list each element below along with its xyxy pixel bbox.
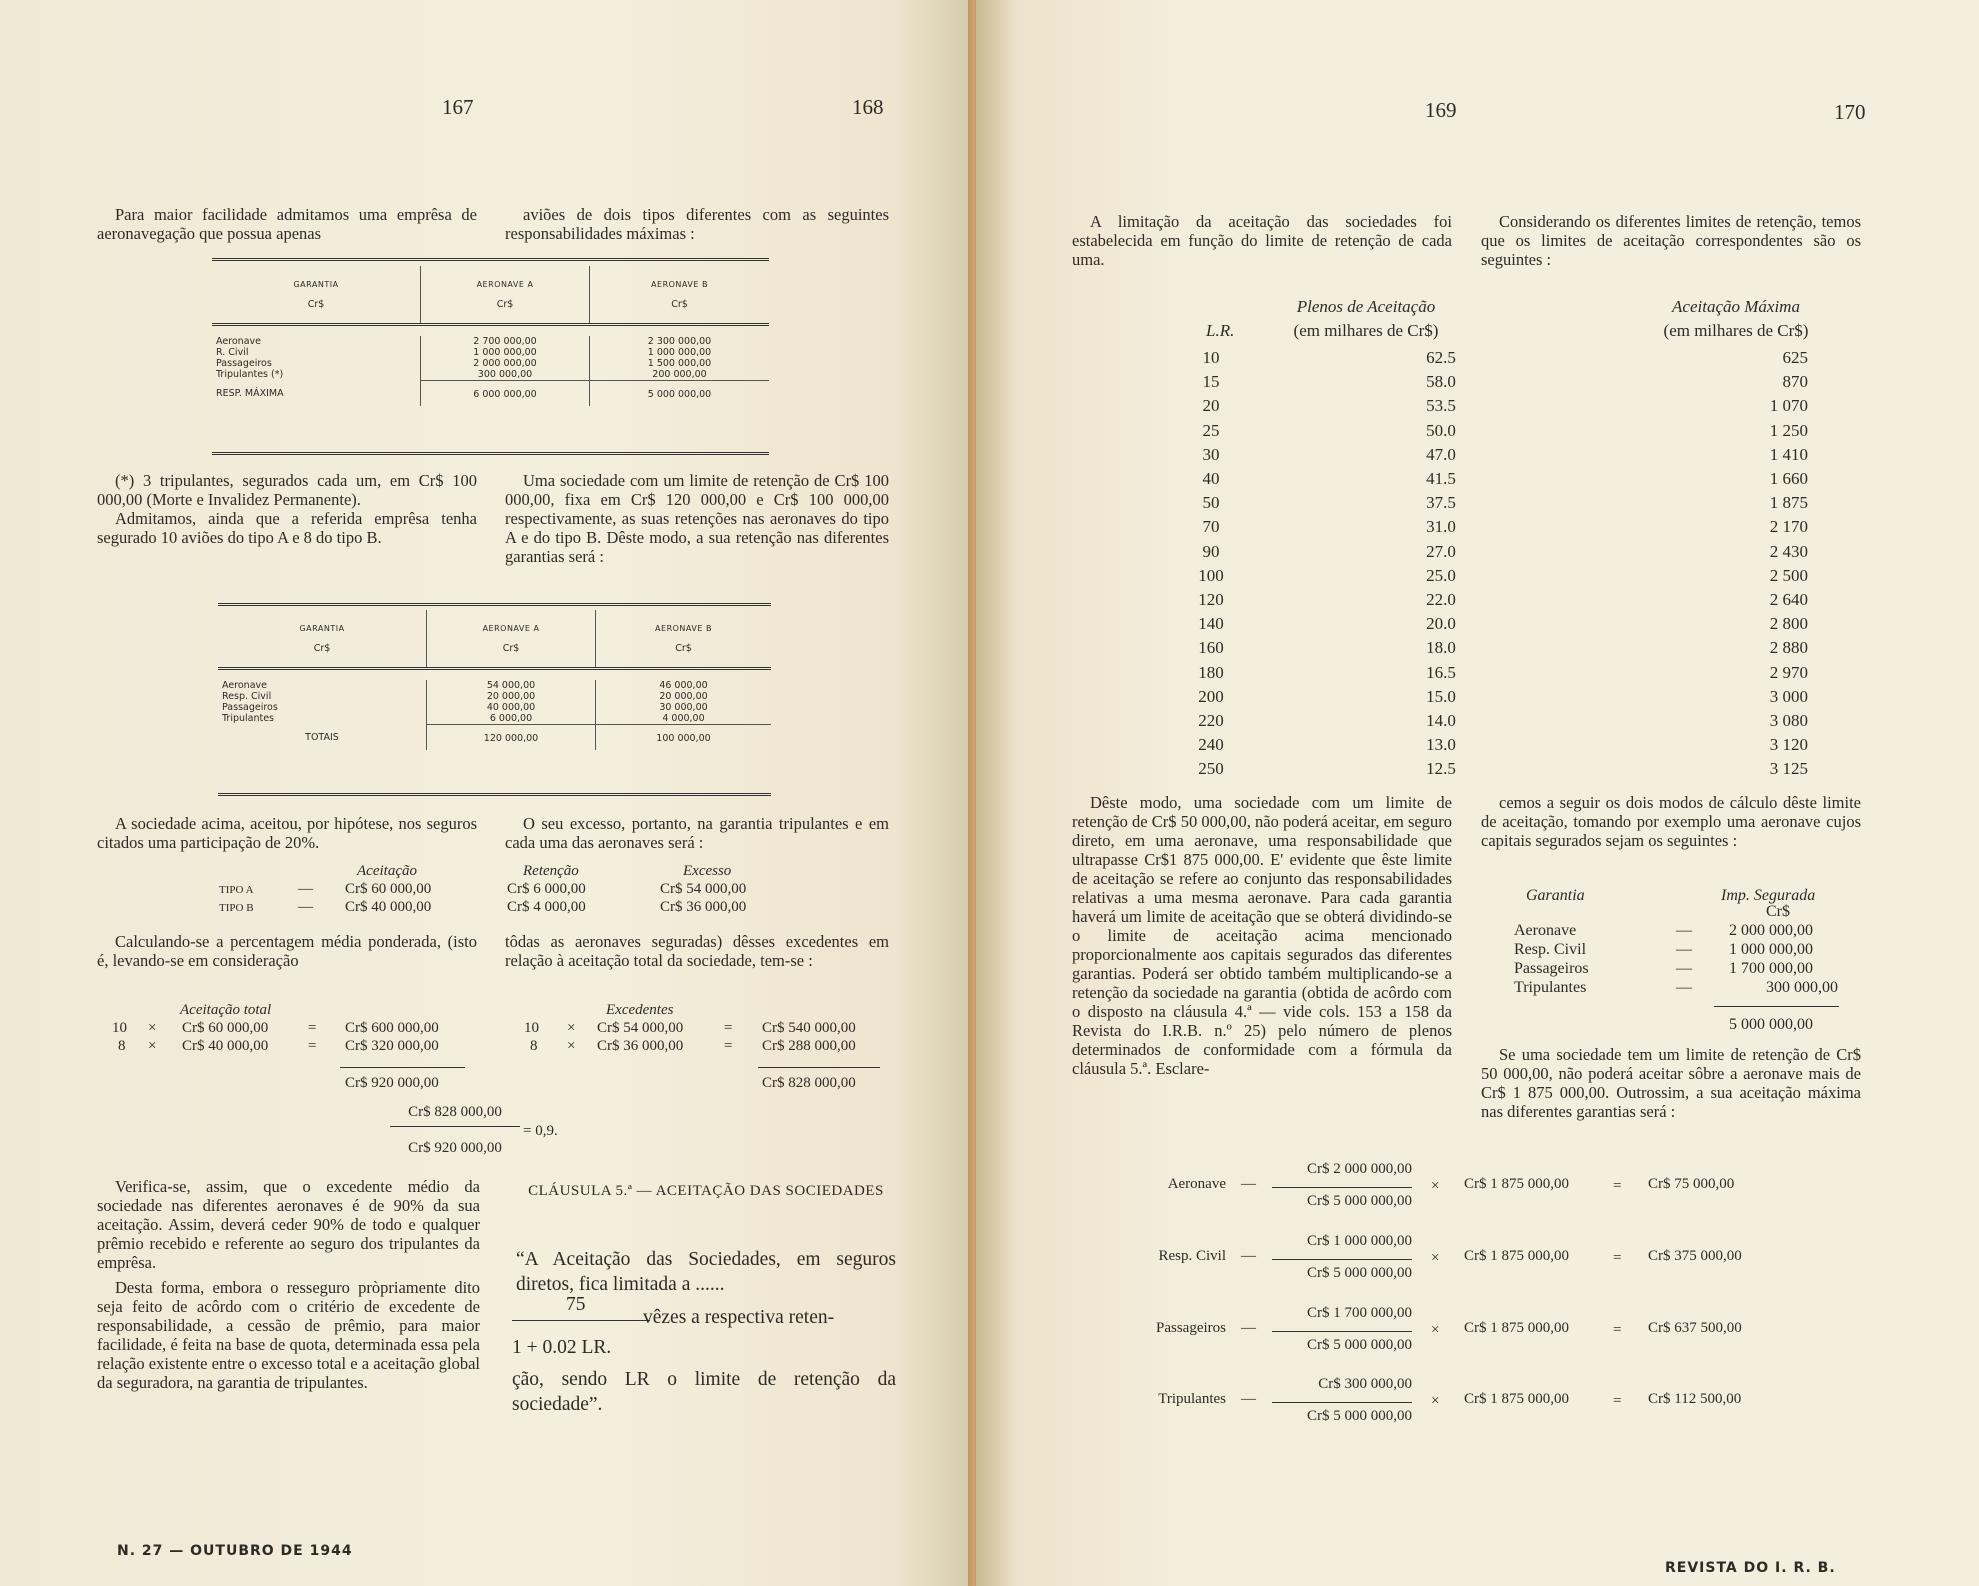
- gar-total-rule: [1714, 1006, 1839, 1007]
- formula-result: Cr$ 112 500,00: [1648, 1391, 1742, 1407]
- footnote-tripulantes: [97, 471, 477, 547]
- plenos-cell: 53.5: [1426, 396, 1456, 416]
- gar-dash: —: [1676, 979, 1692, 996]
- formula-dash: —: [1241, 1176, 1256, 1192]
- table1-value-a: 1 000 000,00: [421, 347, 590, 358]
- formula-times: ×: [1431, 1393, 1440, 1409]
- table1-label: Aeronave: [212, 336, 421, 347]
- table2-total-label: TOTAIS: [218, 724, 427, 750]
- header-lr: L.R.: [1206, 321, 1235, 340]
- table1-total-b: 5 000 000,00: [590, 380, 770, 406]
- lr-cell: 250: [1198, 759, 1224, 779]
- header-imp-unit: Cr$: [1766, 903, 1790, 920]
- frac-line: [390, 1126, 520, 1127]
- left-page: [0, 0, 972, 1586]
- table1-header-aeronave-a: AERONAVE A: [476, 280, 534, 289]
- table1-total-label: RESP. MÁXIMA: [212, 380, 421, 406]
- tipo-b-label: TIPO B: [219, 902, 254, 914]
- plenos-cell: 31.0: [1426, 517, 1456, 537]
- plenos-cell: 12.5: [1426, 759, 1456, 779]
- max-cell: 1 070: [1769, 396, 1808, 416]
- table-row: [1166, 709, 1846, 733]
- table-row: [1166, 636, 1846, 660]
- formula-multiplier: Cr$ 1 875 000,00: [1464, 1248, 1569, 1264]
- page-number-170: 170: [1834, 100, 1866, 124]
- max-cell: 1 875: [1769, 493, 1808, 513]
- formula-label: Tripulantes: [1158, 1391, 1226, 1407]
- formula-equals: =: [1613, 1322, 1622, 1338]
- header-retencao: Retenção: [523, 863, 579, 879]
- gar-total: 5 000 000,00: [1729, 1016, 1813, 1033]
- header-garantia: Garantia: [1526, 887, 1585, 904]
- right-page: [976, 0, 1979, 1586]
- paragraph-sociedade-aceitou: A sociedade acima, aceitou, por hipótese, nos seguros citados uma participação de 20%.: [97, 814, 477, 852]
- paragraph-deste-modo: Dêste modo, uma sociedade com um limite de retenção de Cr$ 50 000,00, não poderá aceitar, em seguro direto, em uma aeronave, uma responsabilidade que ultrapasse Cr$1 875 000,00. E' evidente que êste limite de aceitação se refere ao conjunto das responsabilidades relativas a uma mesma aeronave. Para cada garantia haverá um limite de aceitação que se obterá dividindo-se o limite de aceitação acima mencionado proporcionalmente aos capitais segurados das diferentes garantias. Poderá ser obtido também multiplicando-se a retenção da sociedade na garantia (obtida de acôrdo com o disposto na cláusula 4.ª — vide cols. 153 a 158 da Revista do I.R.B. n.º 25) pelo número de plenos determinados de conformidade com a fórmula da cláusula 5.ª. Esclare-: [1072, 793, 1452, 1078]
- table1-value-a: 2 000 000,00: [421, 358, 590, 369]
- paragraph-se-uma-sociedade: Se uma sociedade tem um limite de retenção de Cr$ 50 000,00, não poderá aceitar sôbre a aeronave mais de Cr$ 1 875 000,00. Outrossim, a sua aceitação máxima nas diferentes garantias será :: [1481, 1045, 1861, 1121]
- max-cell: 625: [1782, 348, 1808, 367]
- formula-dash: —: [1241, 1248, 1256, 1264]
- frac-result: = 0,9.: [523, 1123, 558, 1139]
- max-cell: 2 880: [1769, 638, 1808, 658]
- gar-label: Tripulantes: [1514, 979, 1587, 996]
- table-row: [1166, 491, 1846, 515]
- formula-fraction-line: [1272, 1402, 1412, 1403]
- gar-value: 1 000 000,00: [1729, 941, 1813, 958]
- plenos-cell: 27.0: [1426, 541, 1456, 561]
- formula-fraction-line: [1272, 1331, 1412, 1332]
- formula-times: ×: [1431, 1322, 1440, 1338]
- calc-total-1: Cr$ 920 000,00: [345, 1075, 439, 1091]
- calc-n1: 10: [112, 1020, 127, 1036]
- page-number-167: 167: [442, 95, 474, 119]
- max-cell: 3 125: [1769, 759, 1808, 779]
- lr-cell: 90: [1202, 541, 1220, 561]
- gar-label: Aeronave: [1514, 922, 1577, 939]
- plenos-cell: 18.0: [1426, 638, 1456, 658]
- table1-value-b: 2 300 000,00: [647, 335, 712, 347]
- table2-header-garantia: GARANTIA: [299, 624, 345, 633]
- plenos-cell: 25.0: [1426, 565, 1456, 585]
- paragraph-desta-forma: Desta forma, embora o resseguro pròpriamente dito seja feito de acôrdo com o critério de excedente de responsabilidade, a cessão de prêmio, para maior facilidade, é feita na base de quota, determinada essa pela relação existente entre o excesso total e a aceitação global da seguradora, na garantia de tripulantes.: [97, 1278, 480, 1392]
- plenos-cell: 37.5: [1426, 493, 1456, 513]
- table-row: [218, 691, 771, 702]
- calc-eq1: =: [308, 1020, 317, 1036]
- frac-bottom: Cr$ 920 000,00: [408, 1140, 502, 1156]
- calc-v1: Cr$ 60 000,00: [182, 1020, 269, 1036]
- calc-total-2: Cr$ 828 000,00: [762, 1075, 856, 1091]
- header-plenos: Plenos de Aceitação: [1296, 297, 1436, 316]
- table-row: [218, 702, 771, 713]
- table2-header-aeronave-a: AERONAVE A: [482, 624, 540, 633]
- paragraph-admitamos: Admitamos, ainda que a referida emprêsa tenha segurado 10 aviões do tipo A e 8 do tipo B.: [97, 509, 477, 547]
- calc-eq2-1: =: [724, 1020, 733, 1036]
- tipo-a-retencao: Cr$ 6 000,00: [507, 881, 586, 897]
- formula-numerator: Cr$ 2 000 000,00: [1307, 1161, 1412, 1177]
- max-cell: 3 080: [1769, 711, 1808, 731]
- table2-value-a: 20 000,00: [427, 691, 596, 702]
- max-cell: 2 170: [1769, 517, 1808, 537]
- formula-equals: =: [1613, 1178, 1622, 1194]
- table1-unit-3: Cr$: [671, 299, 688, 310]
- gar-value: 2 000 000,00: [1729, 922, 1813, 939]
- formula-result: Cr$ 375 000,00: [1648, 1248, 1742, 1264]
- table-row: [212, 358, 769, 369]
- clause-title: CLÁUSULA 5.ª — ACEITAÇÃO DAS SOCIEDADES: [528, 1183, 884, 1199]
- formula-numerator: Cr$ 1 000 000,00: [1307, 1233, 1412, 1249]
- formula-denominator: Cr$ 5 000 000,00: [1307, 1408, 1412, 1424]
- table-row: [218, 713, 771, 725]
- table2-unit-1: Cr$: [313, 643, 331, 654]
- calc-rule-1: [340, 1067, 465, 1068]
- paragraph-todas-aeronaves: tôdas as aeronaves seguradas) dêsses excedentes em relação à aceitação total da sociedade, tem-se :: [505, 932, 889, 970]
- calc-eq2-2: =: [724, 1038, 733, 1054]
- table-row: [212, 336, 769, 347]
- tipo-a-dash: —: [298, 881, 313, 897]
- lr-cell: 15: [1202, 372, 1220, 392]
- formula-denominator: Cr$ 5 000 000,00: [1307, 1193, 1412, 1209]
- table1-value-b: 1 500 000,00: [647, 357, 712, 369]
- max-cell: 870: [1782, 372, 1808, 392]
- table2-label: Passageiros: [218, 702, 427, 713]
- formula-multiplier: Cr$ 1 875 000,00: [1464, 1391, 1569, 1407]
- calc-x1b: ×: [148, 1038, 157, 1054]
- table-row: [1166, 540, 1846, 564]
- paragraph-esclarecemos: cemos a seguir os dois modos de cálculo dêste limite de aceitação, tomando por exemplo uma aeronave cujos capitais segurados sejam os seguintes :: [1481, 793, 1861, 850]
- table1-value-a: 300 000,00: [421, 369, 590, 381]
- table-row: [1166, 757, 1846, 781]
- table1-label: R. Civil: [212, 347, 421, 358]
- clause-tail: vêzes a respectiva reten-: [643, 1307, 835, 1328]
- table1-header-aeronave-b: AERONAVE B: [651, 280, 708, 289]
- plenos-cell: 22.0: [1426, 590, 1456, 610]
- table-row: [1166, 443, 1846, 467]
- formula-fraction-line: [1272, 1259, 1412, 1260]
- calc-rule-2: [758, 1067, 880, 1068]
- table-row: [1166, 370, 1846, 394]
- max-cell: 1 250: [1769, 420, 1808, 440]
- table2-value-b: 46 000,00: [659, 679, 708, 691]
- table2-total-b: 100 000,00: [596, 724, 772, 750]
- gar-value: 1 700 000,00: [1729, 960, 1813, 977]
- gar-dash: —: [1676, 960, 1692, 977]
- header-excedentes: Excedentes: [606, 1002, 674, 1018]
- page-number-168: 168: [852, 95, 884, 119]
- table1-top-rule: [212, 258, 769, 261]
- table-row: [212, 380, 769, 406]
- formula-denominator: Cr$ 5 000 000,00: [1307, 1337, 1412, 1353]
- tipo-b-excesso: Cr$ 36 000,00: [660, 899, 747, 915]
- table-row: [1166, 733, 1846, 757]
- plenos-cell: 58.0: [1426, 372, 1456, 392]
- paragraph-verifica: Verifica-se, assim, que o excedente médio da sociedade nas diferentes aeronaves é de 90% da sua aceitação. Assim, deverá ceder 90% de todo e qualquer prêmio recebido e referente ao seguro dos tripulantes da emprêsa.: [97, 1177, 480, 1272]
- lr-cell: 10: [1202, 348, 1220, 367]
- tipo-b-aceitacao: Cr$ 40 000,00: [345, 899, 432, 915]
- table2-unit-2: Cr$: [502, 643, 520, 654]
- plenos-cell: 16.5: [1426, 662, 1456, 682]
- calc-x1: ×: [148, 1020, 157, 1036]
- calc-n2-1: 10: [524, 1020, 539, 1036]
- plenos-cell: 13.0: [1426, 735, 1456, 755]
- table1-label: Tripulantes (*): [212, 369, 421, 381]
- lr-cell: 180: [1198, 662, 1224, 682]
- calc-v2-2: Cr$ 36 000,00: [597, 1038, 684, 1054]
- header-excesso: Excesso: [683, 863, 732, 879]
- calc-r1b: Cr$ 320 000,00: [345, 1038, 439, 1054]
- table-row: [1166, 612, 1846, 636]
- table-row: [1166, 661, 1846, 685]
- plenos-cell: 20.0: [1426, 614, 1456, 634]
- table-row: [218, 724, 771, 750]
- tipo-a-aceitacao: Cr$ 60 000,00: [345, 881, 432, 897]
- header-aceitacao-maxima: Aceitação Máxima: [1672, 297, 1800, 316]
- gar-dash: —: [1676, 922, 1692, 939]
- table2-total-a: 120 000,00: [427, 724, 596, 750]
- lr-cell: 70: [1202, 517, 1220, 537]
- table-row: [1166, 685, 1846, 709]
- table2-label: Resp. Civil: [218, 691, 427, 702]
- formula-numerator: Cr$ 300 000,00: [1318, 1376, 1412, 1392]
- table-row: [1166, 394, 1846, 418]
- tipo-a-label: TIPO A: [219, 884, 254, 896]
- table-row: [1166, 588, 1846, 612]
- max-cell: 2 640: [1769, 590, 1808, 610]
- retention-table-2: [218, 610, 771, 750]
- table-row: [1166, 346, 1846, 370]
- table2-value-a: 6 000,00: [427, 713, 596, 725]
- max-cell: 3 120: [1769, 735, 1808, 755]
- intro-paragraph-col1: Para maior facilidade admitamos uma emprêsa de aeronavegação que possua apenas: [97, 205, 477, 243]
- header-aceitacao: Aceitação: [357, 863, 417, 879]
- plenos-cell: 41.5: [1426, 469, 1456, 489]
- gar-label: Passageiros: [1514, 960, 1589, 977]
- table2-top-rule: [218, 603, 771, 606]
- formula-label: Aeronave: [1167, 1176, 1226, 1192]
- formula-dash: —: [1241, 1320, 1256, 1336]
- table2-value-b: 30 000,00: [659, 701, 708, 713]
- formula-denominator: Cr$ 5 000 000,00: [1307, 1265, 1412, 1281]
- table1-total-a: 6 000 000,00: [421, 380, 590, 406]
- table2-value-b: 4 000,00: [662, 712, 705, 724]
- max-cell: 3 000: [1769, 686, 1808, 706]
- frac-top: Cr$ 828 000,00: [408, 1104, 502, 1120]
- formula-multiplier: Cr$ 1 875 000,00: [1464, 1320, 1569, 1336]
- lr-cell: 120: [1198, 590, 1224, 610]
- table2-value-b: 20 000,00: [659, 690, 708, 702]
- tipo-b-dash: —: [298, 899, 313, 915]
- max-cell: 1 410: [1769, 444, 1808, 464]
- table1-unit-1: Cr$: [307, 299, 325, 310]
- table-row: [212, 347, 769, 358]
- header-aceitacao-total: Aceitação total: [180, 1002, 272, 1018]
- plenos-cell: 50.0: [1426, 420, 1456, 440]
- gar-dash: —: [1676, 941, 1692, 958]
- table2-label: Tripulantes: [218, 713, 427, 725]
- lr-cell: 160: [1198, 638, 1224, 658]
- plenos-cell: 14.0: [1426, 711, 1456, 731]
- calc-v1b: Cr$ 40 000,00: [182, 1038, 269, 1054]
- formula-equals: =: [1613, 1393, 1622, 1409]
- formula-times: ×: [1431, 1178, 1440, 1194]
- clause-numerator: 75: [566, 1294, 586, 1315]
- max-cell: 2 800: [1769, 614, 1808, 634]
- lr-cell: 220: [1198, 711, 1224, 731]
- calc-r2-1: Cr$ 540 000,00: [762, 1020, 856, 1036]
- lr-cell: 50: [1202, 493, 1220, 513]
- responsibility-table-1: [212, 266, 769, 406]
- calc-v2-1: Cr$ 54 000,00: [597, 1020, 684, 1036]
- gar-label: Resp. Civil: [1514, 941, 1587, 958]
- footer-journal: REVISTA DO I. R. B.: [1665, 1560, 1836, 1576]
- clause-text-1: “A Aceitação das Sociedades, em seguros diretos, fica limitada a ......: [516, 1249, 896, 1295]
- table1-header-garantia: GARANTIA: [293, 280, 339, 289]
- calc-n1b: 8: [118, 1038, 126, 1054]
- paragraph-calculando: Calculando-se a percentagem média ponderada, (isto é, levando-se em consideração: [97, 932, 477, 970]
- calc-r1: Cr$ 600 000,00: [345, 1020, 439, 1036]
- tipo-a-excesso: Cr$ 54 000,00: [660, 881, 747, 897]
- table2-value-a: 54 000,00: [427, 680, 596, 691]
- table-row: [218, 680, 771, 691]
- formula-result: Cr$ 637 500,00: [1648, 1320, 1742, 1336]
- intro-paragraph-right-col2: Considerando os diferentes limites de retenção, temos que os limites de aceitação correspondentes são os seguintes :: [1481, 212, 1861, 269]
- calc-x2-2: ×: [567, 1038, 576, 1054]
- acceptance-limit-table: [1166, 346, 1846, 782]
- table1-unit-2: Cr$: [496, 299, 514, 310]
- max-cell: 2 970: [1769, 662, 1808, 682]
- plenos-cell: 47.0: [1426, 444, 1456, 464]
- tipo-b-retencao: Cr$ 4 000,00: [507, 899, 586, 915]
- formula-label: Passageiros: [1156, 1320, 1226, 1336]
- table-row: [212, 369, 769, 381]
- formula-fraction-line: [1272, 1187, 1412, 1188]
- table-row: [1166, 419, 1846, 443]
- clause-denominator: 1 + 0.02 LR.: [512, 1337, 612, 1358]
- formula-result: Cr$ 75 000,00: [1648, 1176, 1735, 1192]
- column-verifica: [97, 1177, 480, 1392]
- table-row: [1166, 564, 1846, 588]
- lr-cell: 240: [1198, 735, 1224, 755]
- table-row: [1166, 515, 1846, 539]
- calc-eq1b: =: [308, 1038, 317, 1054]
- table-row: [1166, 467, 1846, 491]
- formula-multiplier: Cr$ 1 875 000,00: [1464, 1176, 1569, 1192]
- table1-bottom-rule: [212, 452, 769, 455]
- paragraph-excesso: O seu excesso, portanto, na garantia tripulantes e em cada uma das aeronaves será :: [505, 814, 889, 852]
- intro-paragraph-col2: aviões de dois tipos diferentes com as seguintes responsabilidades máximas :: [505, 205, 889, 243]
- table2-header-aeronave-b: AERONAVE B: [655, 624, 712, 633]
- max-cell: 1 660: [1769, 469, 1808, 489]
- lr-cell: 30: [1202, 444, 1220, 464]
- table1-value-b: 1 000 000,00: [647, 346, 712, 358]
- plenos-cell: 62.5: [1426, 348, 1456, 367]
- calc-n2-2: 8: [530, 1038, 538, 1054]
- lr-cell: 100: [1198, 565, 1224, 585]
- footer-issue: N. 27 — OUTUBRO DE 1944: [117, 1543, 353, 1559]
- lr-cell: 25: [1202, 420, 1220, 440]
- table2-label: Aeronave: [218, 680, 427, 691]
- formula-times: ×: [1431, 1250, 1440, 1266]
- page-number-169: 169: [1425, 98, 1457, 122]
- formula-numerator: Cr$ 1 700 000,00: [1307, 1305, 1412, 1321]
- gar-value: 300 000,00: [1766, 979, 1838, 996]
- header-aceitacao-maxima-sub: (em milhares de Cr$): [1663, 321, 1809, 340]
- header-plenos-sub: (em milhares de Cr$): [1293, 321, 1439, 340]
- intro-paragraph-right-col1: A limitação da aceitação das sociedades foi estabelecida em função do limite de retenção de cada uma.: [1072, 212, 1452, 269]
- lr-cell: 200: [1198, 686, 1224, 706]
- calc-r2-2: Cr$ 288 000,00: [762, 1038, 856, 1054]
- table1-label: Passageiros: [212, 358, 421, 369]
- formula-label: Resp. Civil: [1158, 1248, 1226, 1264]
- table1-value-a: 2 700 000,00: [421, 336, 590, 347]
- table1-value-b: 200 000,00: [652, 368, 707, 380]
- table2-value-a: 40 000,00: [427, 702, 596, 713]
- paragraph-sociedade-limite: Uma sociedade com um limite de retenção de Cr$ 100 000,00, fixa em Cr$ 120 000,00 e Cr$ 100 000,00 respectivamente, as suas retenções nas aeronaves do tipo A e do tipo B. Dêste modo, a sua retenção nas diferentes garantias será :: [505, 471, 889, 566]
- table2-unit-3: Cr$: [675, 643, 692, 654]
- formula-equals: =: [1613, 1250, 1622, 1266]
- max-cell: 2 500: [1769, 565, 1808, 585]
- plenos-cell: 15.0: [1426, 686, 1456, 706]
- lr-cell: 20: [1202, 396, 1220, 416]
- lr-cell: 40: [1202, 469, 1220, 489]
- header-imp-segurada: Imp. Segurada: [1721, 887, 1816, 904]
- footnote-text: (*) 3 tripulantes, segurados cada um, em Cr$ 100 000,00 (Morte e Invalidez Permanente).: [97, 471, 477, 509]
- table2-bottom-rule: [218, 793, 771, 796]
- clause-text-2: ção, sendo LR o limite de retenção da sociedade”.: [512, 1369, 896, 1415]
- formula-dash: —: [1241, 1391, 1256, 1407]
- lr-cell: 140: [1198, 614, 1224, 634]
- calc-x2-1: ×: [567, 1020, 576, 1036]
- clause-fraction-line: [512, 1320, 650, 1321]
- max-cell: 2 430: [1769, 541, 1808, 561]
